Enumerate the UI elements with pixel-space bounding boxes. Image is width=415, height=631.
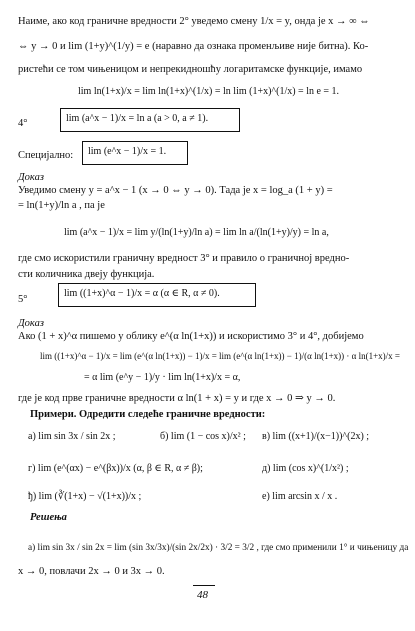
item-number-5: 5° [18,294,28,305]
page-number: 48 [197,589,208,601]
formula-limit-5: lim ((1+x)^α − 1)/x = α (α ∈ R, α ≠ 0). [64,288,220,299]
solutions-heading: Решења [30,512,67,523]
text-line: Ако (1 + x)^α пишемо у облику e^(α ln(1+x)) и искористимо 3° и 4°, добијемо [18,331,364,342]
text-line: сти количника двеју функција. [18,269,155,280]
proof-heading: Доказ [18,318,44,329]
formula-proof-5b: = α lim (e^y − 1)/y · lim ln(1+x)/x = α, [84,372,241,383]
text-line: ⇔ y → 0 и lim (1+y)^(1/y) = e (наравно да ознака променљиве није битна). Ко- [18,41,369,52]
formula-limit-3: lim ln(1+x)/x = lim ln(1+x)^(1/x) = ln lim (1+x)^(1/x) = ln e = 1. [78,86,340,97]
formula-proof-4: lim (a^x − 1)/x = lim y/(ln(1+y)/ln a) = lim ln a/(ln(1+y)/y) = ln a, [64,227,329,238]
examples-heading: Примери. Одредити следеће граничне вредности: [30,409,266,420]
text-line: Уведимо смену y = a^x − 1 (x → 0 ⇔ y → 0). Тада је x = log_a (1 + y) = [18,185,333,196]
solution-a: а) lim sin 3x / sin 2x = lim (sin 3x/3x)/(sin 2x/2x) · 3/2 = 3/2 , где смо применили 1° и чињеницу да [28,543,409,553]
text-line: ристећи се том чињеницом и непрекидношћу логаритамске функције, имамо [18,64,363,75]
text-line: Наиме, ако код граничне вредности 2° уведемо смену 1/x = y, онда је x → ∞ ⇔ [18,16,370,27]
example-v: в) lim ((x+1)/(x−1))^(2x) ; [262,431,370,442]
text-line: x → 0, повлачи 2x → 0 и 3x → 0. [18,566,165,577]
proof-heading: Доказ [18,172,44,183]
example-b: б) lim (1 − cos x)/x² ; [160,431,246,442]
formula-special: lim (e^x − 1)/x = 1. [88,146,167,157]
formula-limit-4: lim (a^x − 1)/x = ln a (a > 0, a ≠ 1). [66,113,209,124]
example-e: е) lim arcsin x / x . [262,491,338,502]
formula-proof-5a: lim ((1+x)^α − 1)/x = lim (e^(α ln(1+x)) − 1)/x = lim (e^(α ln(1+x)) − 1)/(α ln(1+x)) · α ln(1+x)/x = [40,351,401,361]
example-g: г) lim (e^(αx) − e^(βx))/x (α, β ∈ R, α ≠ β); [28,463,203,474]
text-line: где смо искористили граничну вредност 3° и правило о граничној вредно- [18,253,350,264]
example-a: а) lim sin 3x / sin 2x ; [28,431,116,442]
item-number-4: 4° [18,118,28,129]
text-line: = ln(1+y)/ln a , па је [18,200,105,211]
special-label: Специјално: [18,150,74,161]
page-number-rule [193,585,215,586]
example-dj: ђ) lim (∛(1+x) − √(1+x))/x ; [28,491,142,502]
example-d: д) lim (cos x)^(1/x²) ; [262,463,349,474]
text-line: где је код прве граничне вредности α ln(1 + x) = y и где x → 0 ⇒ y → 0. [18,393,336,404]
